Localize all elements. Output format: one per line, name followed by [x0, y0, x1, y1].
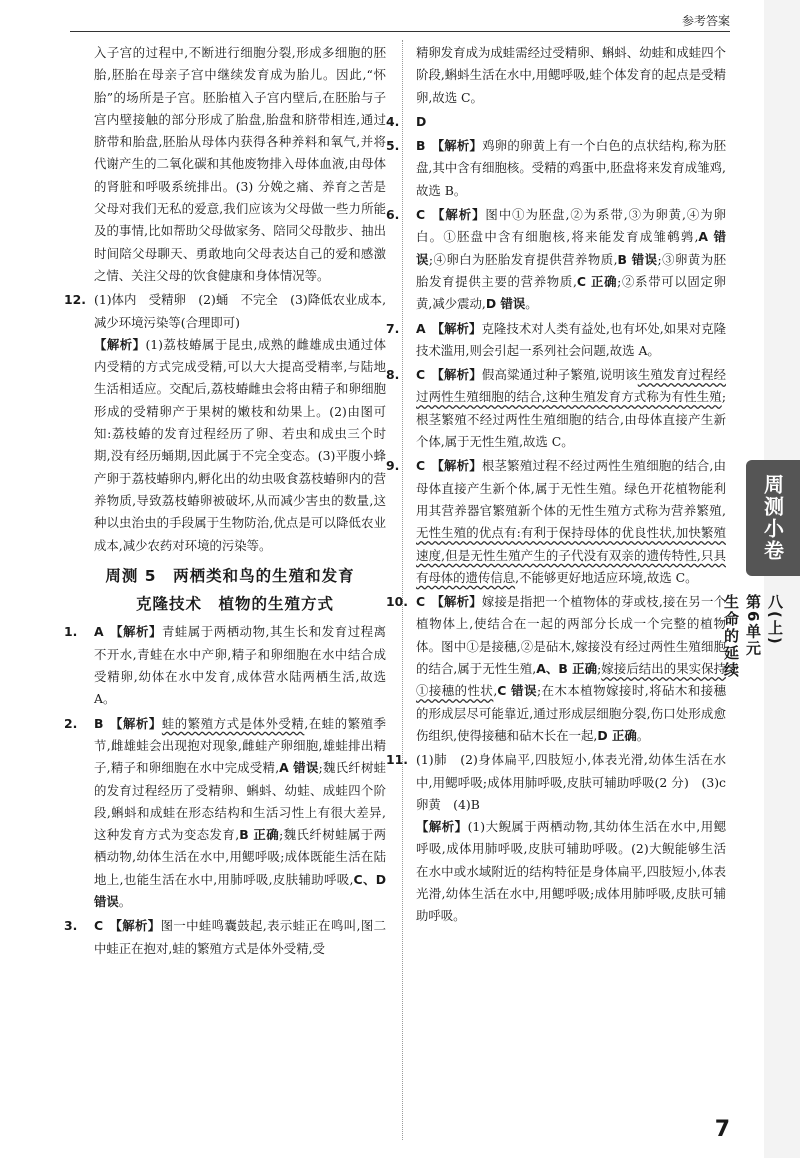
bold-verdict: B 错误 — [617, 251, 658, 267]
unit-label: 第6单元 — [744, 594, 762, 658]
question-4 — [386, 111, 726, 133]
question-6 — [386, 204, 727, 315]
answer-letter: C — [416, 458, 426, 474]
analysis-text: ;魏氏纤树蛙属于两栖动物,幼体生活在水中,用鳃呼吸;成体既能生活在陆地上,也能生活在水中,用肺呼吸,皮肤辅助呼吸, — [94, 827, 386, 887]
question-11 — [386, 749, 726, 927]
analysis-tag: 【解析】 — [94, 336, 146, 352]
wavy-underlined-text: 生殖发育过程经过两性生殖细胞的结合,这种生殖发育方式称为有性生殖 — [416, 367, 726, 405]
analysis-tag: 【解析】 — [431, 594, 482, 610]
side-unit-labels — [720, 594, 786, 693]
question-number: 7. — [386, 320, 400, 336]
analysis-tag: 【解析】 — [416, 819, 468, 835]
question-2 — [64, 713, 387, 914]
header-rule — [70, 31, 730, 32]
section-title: 周测 5 两栖类和鸟的生殖和发育 — [105, 566, 355, 585]
bold-verdict: C、D 错误 — [94, 871, 386, 909]
analysis-text: ,不能够更好地适应环境,故选 C。 — [515, 569, 698, 585]
answer-letter: B — [94, 715, 104, 731]
analysis-text: ; — [597, 661, 602, 677]
question-answer: (1)肺 (2)身体扁平,四肢短小,体表光滑,幼体生活在水中,用鳃呼吸;成体用肺呼吸,皮肤可辅助呼吸(2 分) (3)c 卵黄 (4)B — [416, 752, 726, 812]
analysis-tag: 【解析】 — [109, 624, 162, 640]
analysis-text: 。 — [636, 727, 650, 743]
analysis-text: ;魏氏纤树蛙的发育过程经历了受精卵、蝌蚪、幼蛙、成蛙四个阶段,蝌蚪和成蛙在形态结构和生活习性上有很大差异,这种发育方式为变态发育, — [94, 760, 386, 843]
right-intro-paragraph: 精卵发育成为成蛙需经过受精卵、蝌蚪、幼蛙和成蛙四个阶段,蝌蚪生活在水中,用鳃呼吸,蛙个体发育的起点是受精卵,故选 C。 — [416, 45, 726, 105]
answer-letter: C — [94, 918, 104, 934]
analysis-tag: 【解析】 — [431, 458, 482, 474]
wavy-underlined-text: 蛙的繁殖方式是体外受精 — [161, 715, 305, 731]
analysis-text: 根茎繁殖过程不经过两性生殖细胞的结合,由母体直接产生新个体,属于无性生殖。绿色开花植物能利用其营养器官繁殖新个体的无性生殖方式称为营养繁殖, — [416, 458, 726, 518]
analysis-text: 青蛙属于两栖动物,其生长和发育过程离不开水,青蛙在水中产卵,精子和卵细胞在水中结合成受精卵,幼体在水中发育,成体营水陆两栖生活,故选 A。 — [94, 624, 386, 707]
grade-label: 八(上) — [766, 594, 784, 646]
analysis-text: 克隆技术对人类有益处,也有坏处,如果对克隆技术滥用,则会引起一系列社会问题,故选 A。 — [416, 320, 726, 358]
side-tab-label: 周测小卷 — [760, 474, 785, 562]
question-3 — [64, 915, 386, 960]
analysis-text: ;③卵黄为胚胎发育提供主要的营养物质, — [416, 251, 727, 289]
bold-verdict: C 正确 — [576, 273, 618, 289]
analysis-text: 假高粱通过种子繁殖,说明该 — [481, 367, 638, 383]
section-subtitle: 克隆技术 植物的生殖方式 — [135, 595, 334, 614]
question-1 — [64, 621, 386, 710]
page-number: 7 — [714, 1117, 730, 1142]
analysis-text: ;④卵白为胚胎发育提供营养物质, — [428, 251, 618, 267]
analysis-text: ,在蛙的繁殖季节,雌雄蛙会出现抱对现象,雌蛙产卵细胞,雄蛙排出精子,精子和卵细胞在水中完成受精, — [94, 715, 387, 776]
analysis-text: 鸡卵的卵黄上有一个白色的点状结构,称为胚盘,其中含有细胞核。受精的鸡蛋中,胚盘将来发育成雏鸡,故选 B。 — [416, 138, 726, 198]
answer-letter: D — [416, 113, 427, 129]
analysis-text: 。 — [525, 296, 538, 312]
analysis-tag: 【解析】 — [431, 320, 482, 336]
analysis-tag: 【解析】 — [109, 715, 162, 731]
question-number: 8. — [386, 367, 400, 383]
side-tab — [746, 460, 800, 576]
bold-verdict: A 错误 — [279, 760, 319, 776]
question-number: 5. — [386, 138, 400, 154]
question-9 — [386, 455, 726, 589]
analysis-tag: 【解析】 — [431, 367, 482, 383]
analysis-text: ;②系带可以固定卵黄,减少震动, — [416, 273, 726, 312]
analysis-tag: 【解析】 — [431, 138, 483, 154]
analysis-text: ;在木本植物嫁接时,将砧木和接穗的形成层尽可能靠近,通过形成层细胞分裂,伤口处形成愈伤组织,使得接穗和砧木长在一起, — [416, 683, 726, 743]
answer-letter: C — [416, 367, 426, 383]
bold-verdict: D 正确 — [597, 727, 637, 743]
question-number: 9. — [386, 458, 400, 474]
question-number: 6. — [386, 207, 400, 223]
question-number: 3. — [64, 918, 78, 934]
analysis-text: 图中①为胚盘,②为系带,③为卵黄,④为卵白。①胚盘中含有细胞核,将来能发育成雏鹌鹑, — [416, 207, 726, 245]
question-number: 4. — [386, 113, 400, 129]
answer-letter: C — [416, 594, 426, 610]
analysis-text: (1)荔枝蝽属于昆虫,成熟的雌雄成虫通过体内受精的方式完成受精,可以大大提高受精率,与陆地生活相适应。交配后,荔枝蝽雌虫会将由精子和卵细胞形成的受精卵产于果树的嫩枝和幼果上。(2)由图可知:荔枝蝽的发育过程经历了卵、若虫和成虫三个时期,没有经历蛹期,因此属于不完全变态。(3)平腹小蜂产卵于荔枝蝽卵内,孵化出的幼虫吸食荔枝蝽卵内的营养物质,导致荔枝蝽卵被破坏,从而减少害虫的数量,这种以虫治虫的手段属于生物防治,优点是可以降低农业成本,减少农药对环境的污染等。 — [94, 336, 386, 553]
page-header: 参考答案 — [681, 14, 730, 28]
left-column — [64, 42, 387, 962]
question-answer: (1)体内 受精卵 (2)蛹 不完全 (3)降低农业成本,减少环境污染等(合理即可) — [94, 292, 387, 330]
question-number: 2. — [64, 715, 78, 731]
question-number: 10. — [386, 594, 408, 610]
bold-verdict: A、B 正确 — [536, 661, 598, 677]
left-intro-paragraph: 入子宫的过程中,不断进行细胞分裂,形成多细胞的胚胎,胚胎在母亲子宫中继续发育成为胎儿。因此,“怀胎”的场所是子宫。胚胎植入子宫内壁后,在胚胎与子宫内壁接触的部分形成了胎盘,胎盘和脐带相连,通过脐带和胎盘,胚胎从母体内获得各种养料和氧气,并将代谢产生的二氧化碳和其他废物排入母体血液,由母体的肾脏和呼吸系统排出。(3) 分娩之痛、养育之苦是父母对我们无私的爱意,我们应该为父母做一些力所能及的事情,比如帮助父母做家务、陪同父母散步、抽出时间陪父母聊天、勇敢地向父母表达自己的爱和感激之情、关注父母的饮食健康和身体情况等。 — [94, 45, 386, 283]
analysis-text: 图一中蛙鸣囊鼓起,表示蛙正在鸣叫,图二中蛙正在抱对,蛙的繁殖方式是体外受精,受 — [94, 918, 386, 956]
wavy-underlined-text: 嫁接后结出的果实保持①接穗的性状 — [416, 661, 726, 699]
right-column — [386, 42, 727, 930]
question-5 — [386, 135, 726, 202]
unit-title: 生命的延续 — [722, 594, 740, 679]
wavy-underlined-text: 无性生殖的优点有:有利于保持母体的优良性状,加快繁殖速度,但是无性生殖产生的子代没有双亲的遗传特性,只具有母体的遗传信息 — [416, 525, 726, 585]
bold-verdict: B 正确 — [239, 827, 280, 843]
question-number: 1. — [64, 624, 78, 640]
question-12 — [64, 289, 387, 557]
answer-letter: A — [94, 624, 104, 640]
bold-verdict: D 错误 — [485, 296, 526, 312]
answer-letter: C — [416, 207, 426, 223]
question-10 — [386, 591, 726, 747]
analysis-tag: 【解析】 — [431, 207, 486, 223]
question-number: 12. — [64, 292, 86, 308]
bold-verdict: C 错误 — [497, 683, 537, 699]
analysis-text: , — [493, 683, 498, 699]
question-number: 11. — [386, 752, 408, 768]
page-edge — [764, 0, 800, 1158]
question-7 — [386, 318, 726, 363]
analysis-text: 嫁接是指把一个植物体的芽或枝,接在另一个植物体上,使结合在一起的两部分长成一个完整的植物体。图中①是接穗,②是砧木,嫁接没有经过两性生殖细胞的结合,属于无性生殖, — [416, 594, 726, 677]
analysis-text: (1)大鲵属于两栖动物,其幼体生活在水中,用鳃呼吸,成体用肺呼吸,皮肤可辅助呼吸。(2)大鲵能够生活在水中或水域附近的结构特征是身体扁平,四肢短小,体表光滑,幼体生活在水中,用鳃呼吸;成体用肺呼吸,皮肤可辅助呼吸。 — [416, 819, 726, 924]
answer-letter: A — [416, 320, 426, 336]
answer-letter: B — [416, 138, 426, 154]
analysis-text: ;根茎繁殖不经过两性生殖细胞的结合,由母体直接产生新个体,属于无性生殖,故选 C。 — [416, 389, 726, 450]
analysis-text: 。 — [118, 893, 132, 909]
analysis-tag: 【解析】 — [109, 918, 161, 934]
bold-verdict: A 错误 — [416, 229, 726, 267]
question-8 — [386, 364, 726, 453]
